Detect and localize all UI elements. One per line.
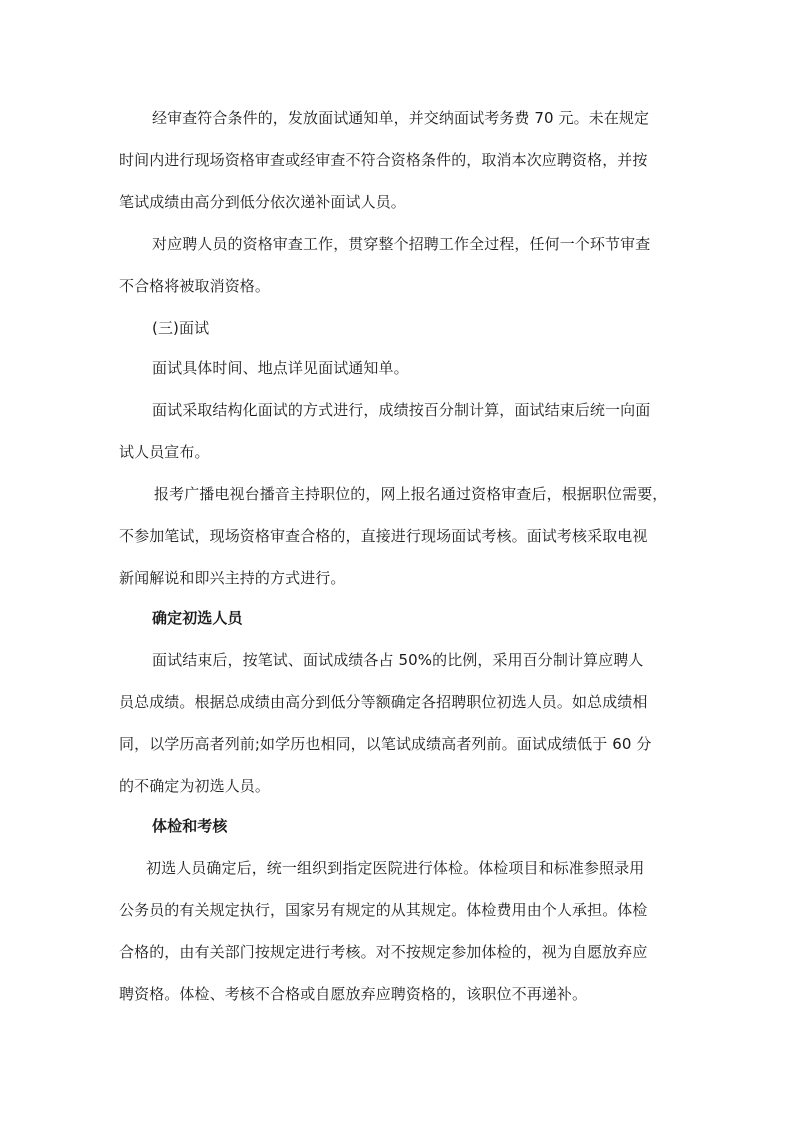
section-heading: 体检和考核 — [152, 817, 228, 835]
paragraph-line: 试人员宣布。 — [119, 443, 210, 461]
paragraph-line: 笔试成绩由高分到低分依次递补面试人员。 — [119, 193, 406, 211]
paragraph-line: 不参加笔试，现场资格审查合格的，直接进行现场面试考核。面试考核采取电视 — [119, 527, 648, 545]
paragraph-line: 面试采取结构化面试的方式进行，成绩按百分制计算，面试结束后统一向面 — [152, 401, 651, 419]
paragraph-line: 聘资格。体检、考核不合格或自愿放弃应聘资格的，该职位不再递补。 — [119, 985, 588, 1003]
paragraph-line: 初选人员确定后，统一组织到指定医院进行体检。体检项目和标准参照录用 — [146, 859, 645, 877]
paragraph-line: 同，以学历高者列前;如学历也相同，以笔试成绩高者列前。面试成绩低于 60 分 — [119, 735, 652, 753]
paragraph-line: 报考广播电视台播音主持职位的，网上报名通过资格审查后，根据职位需要， — [154, 485, 668, 503]
paragraph-line: 时间内进行现场资格审查或经审查不符合资格条件的，取消本次应聘资格，并按 — [119, 151, 648, 169]
paragraph-line: 对应聘人员的资格审查工作，贯穿整个招聘工作全过程，任何一个环节审查 — [152, 235, 651, 253]
paragraph-line: 的不确定为初选人员。 — [119, 777, 271, 795]
paragraph-line: 不合格将被取消资格。 — [119, 277, 271, 295]
section-heading: 确定初选人员 — [152, 609, 243, 627]
paragraph-line: 新闻解说和即兴主持的方式进行。 — [119, 569, 346, 587]
paragraph-line: 员总成绩。根据总成绩由高分到低分等额确定各招聘职位初选人员。如总成绩相 — [119, 693, 648, 711]
section-label: (三)面试 — [152, 319, 210, 337]
paragraph-line: 面试具体时间、地点详见面试通知单。 — [152, 359, 409, 377]
paragraph-line: 合格的，由有关部门按规定进行考核。对不按规定参加体检的，视为自愿放弃应 — [119, 943, 648, 961]
paragraph-line: 面试结束后，按笔试、面试成绩各占 50%的比例，采用百分制计算应聘人 — [152, 651, 644, 669]
paragraph-line: 经审查符合条件的，发放面试通知单，并交纳面试考务费 70 元。未在规定 — [152, 109, 650, 127]
paragraph-line: 公务员的有关规定执行，国家另有规定的从其规定。体检费用由个人承担。体检 — [119, 901, 648, 919]
